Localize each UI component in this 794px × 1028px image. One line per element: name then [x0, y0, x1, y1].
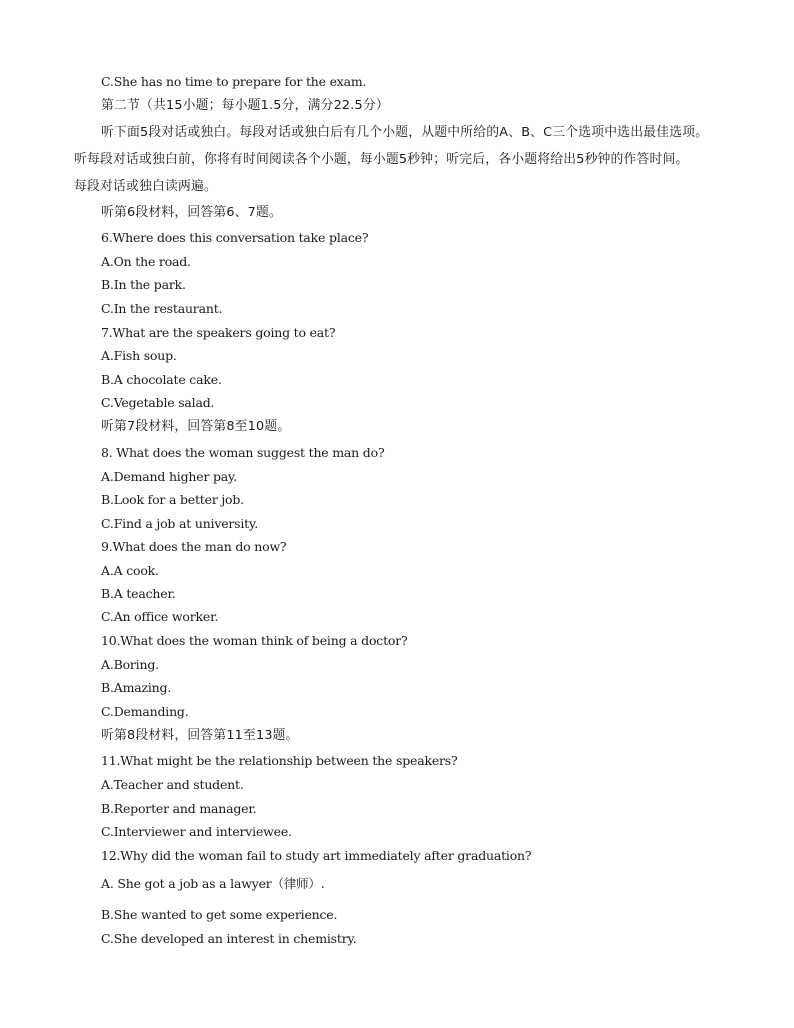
q12-option-c: C.She developed an interest in chemistry.: [101, 931, 357, 946]
q11-option-a: A.Teacher and student.: [101, 777, 244, 792]
q6-option-a: A.On the road.: [101, 254, 191, 269]
question-8: 8. What does the woman suggest the man do?: [101, 445, 385, 460]
q7-option-a: A.Fish soup.: [101, 348, 177, 363]
instructions-line-1: 听下面5段对话或独白。每段对话或独白后有几个小题，从题中所给的A、B、C三个选项中选出最佳选项。: [101, 125, 709, 140]
q9-option-c: C.An office worker.: [101, 609, 219, 624]
section-heading: 第二节（共15小题；每小题1.5分，满分22.5分）: [101, 98, 389, 113]
q11-option-b: B.Reporter and manager.: [101, 801, 257, 816]
question-10: 10.What does the woman think of being a doctor?: [101, 633, 408, 648]
q6-option-c: C.In the restaurant.: [101, 301, 223, 316]
q6-option-b: B.In the park.: [101, 277, 186, 292]
instructions-line-2: 听每段对话或独白前，你将有时间阅读各个小题，每小题5秒钟；听完后，各小题将给出5秒钟的作答时间。: [74, 152, 689, 167]
question-12: 12.Why did the woman fail to study art immediately after graduation?: [101, 848, 532, 863]
question-7: 7.What are the speakers going to eat?: [101, 325, 336, 340]
question-9: 9.What does the man do now?: [101, 539, 287, 554]
instructions-line-3: 每段对话或独白读两遍。: [74, 179, 217, 194]
material-8-heading: 听第8段材料，回答第11至13题。: [101, 728, 299, 743]
question-11: 11.What might be the relationship between the speakers?: [101, 753, 458, 768]
material-7-heading: 听第7段材料，回答第8至10题。: [101, 419, 291, 434]
q7-option-b: B.A chocolate cake.: [101, 372, 222, 387]
q9-option-b: B.A teacher.: [101, 586, 176, 601]
q11-option-c: C.Interviewer and interviewee.: [101, 824, 292, 839]
q8-option-a: A.Demand higher pay.: [101, 469, 238, 484]
q10-option-c: C.Demanding.: [101, 704, 189, 719]
material-6-heading: 听第6段材料，回答第6、7题。: [101, 205, 282, 220]
q12-option-b: B.She wanted to get some experience.: [101, 907, 338, 922]
q12-option-a: A. She got a job as a lawyer（律师）.: [101, 876, 325, 891]
q10-option-a: A.Boring.: [101, 657, 159, 672]
question-6: 6.Where does this conversation take place?: [101, 230, 369, 245]
q8-option-b: B.Look for a better job.: [101, 492, 244, 507]
option-c-prev: C.She has no time to prepare for the exam.: [101, 74, 367, 89]
q10-option-b: B.Amazing.: [101, 680, 172, 695]
q9-option-a: A.A cook.: [101, 563, 159, 578]
q8-option-c: C.Find a job at university.: [101, 516, 258, 531]
q7-option-c: C.Vegetable salad.: [101, 395, 215, 410]
